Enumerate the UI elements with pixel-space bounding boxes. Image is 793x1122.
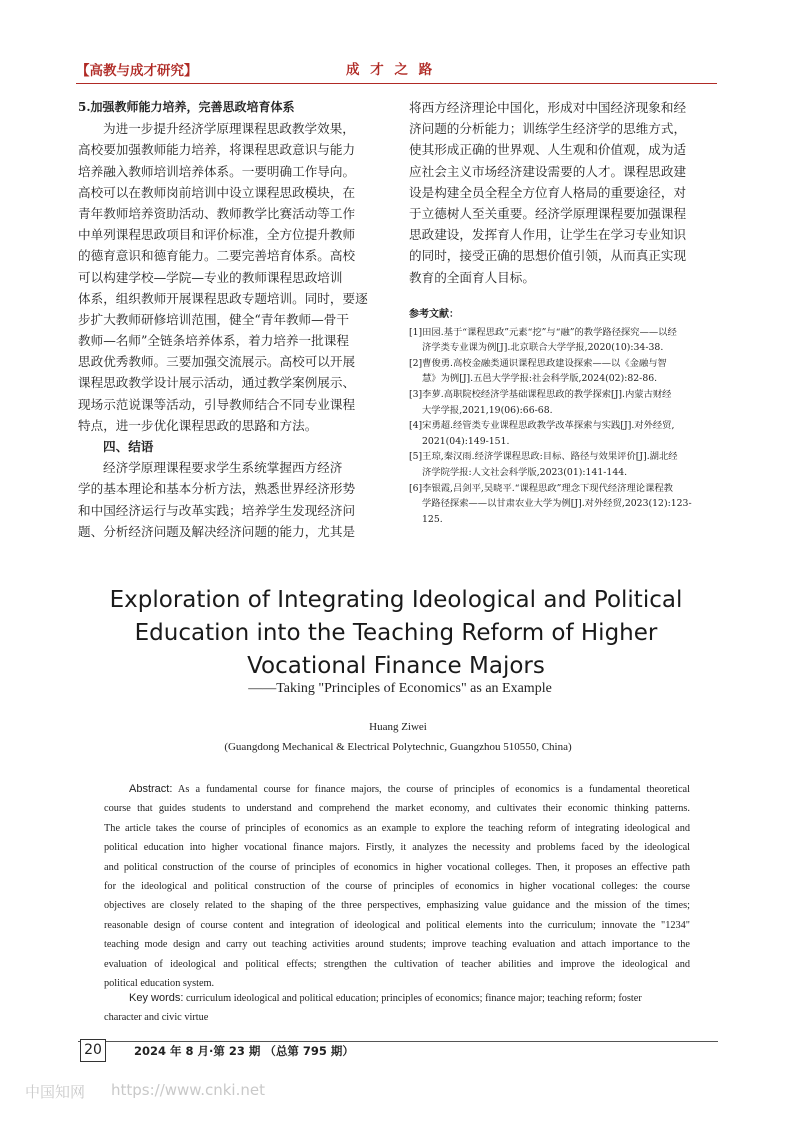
- body-text-line: 济问题的分析能力；训练学生经济学的思维方式，: [409, 121, 687, 137]
- abstract-line: for the ideological and political construction of the course of principles of economics in higher vocational colleges: the course: [104, 881, 690, 893]
- body-text-line: 高校要加强教师能力培养，将课程思政意识与能力: [78, 142, 356, 158]
- body-text-line: 现场示范说课等活动，引导教师结合不同专业课程: [78, 396, 356, 412]
- body-text-line: 体系，组织教师开展课程思政专题培训。同时，要逐: [78, 290, 368, 306]
- abstract-line: reasonable design of course content and integration of ideological and political elements into the curriculum; innovate the "1234": [104, 919, 690, 931]
- abstract-line: objectives are closely related to the shaping of the three perspectives, emphasizing value guidance and the mission of the times;: [104, 900, 690, 912]
- body-text-line: 教育的全面育人目标。: [409, 269, 535, 285]
- body-text-line: 和中国经济运行与改革实践；培养学生发现经济问: [78, 502, 356, 518]
- body-text-line: 步扩大教师研修培训范围，健全“青年教师—骨干: [78, 311, 349, 327]
- abstract-line: teaching mode design and carry out teaching activities around students; improve teaching evaluation and attach importance to the: [104, 939, 690, 951]
- reference-item: 济学院学报:人文社会科学版,2023(01):141-144.: [422, 466, 628, 478]
- english-title-line: Vocational Finance Majors: [247, 653, 545, 679]
- body-text-line: 青年教师培养资助活动、教师教学比赛活动等工作: [78, 205, 356, 221]
- reference-item: [1]田园.基于“课程思政”元素“挖”与“融”的教学路径探究——以经: [409, 326, 677, 338]
- reference-item: 2021(04):149-151.: [422, 435, 510, 447]
- right-text-column: [409, 97, 717, 288]
- body-text-line: 应社会主义市场经济建设需要的人才。课程思政建: [409, 163, 687, 179]
- references-heading: 参考文献：: [409, 309, 459, 320]
- body-text-line: 课程思政教学设计展示活动，通过教学案例展示、: [78, 375, 356, 391]
- footer-divider: [78, 1041, 718, 1042]
- cnki-watermark-url: https://www.cnki.net: [111, 1081, 265, 1099]
- body-text-line: 题、分析经济问题及解决经济问题的能力，尤其是: [78, 523, 356, 539]
- cnki-watermark-brand: 中国知网: [25, 1083, 86, 1101]
- abstract-line: evaluation of ideological and political effects; strengthen the cultivation of teacher abilities and improve the ideological and: [104, 958, 690, 970]
- abstract-line: The article takes the course of principles of economics as an example to explore the teaching reform of integrating ideological and: [104, 822, 690, 834]
- reference-item: [6]李银霞,吕剑平,吴晓平.“课程思政”理念下现代经济理论课程教: [409, 482, 673, 494]
- english-title-line: Education into the Teaching Reform of Higher: [134, 620, 658, 646]
- references-section: [409, 307, 719, 527]
- abstract-text: As a fundamental course for finance majors, the course of principles of economics is a fundamental theoretical: [177, 784, 690, 795]
- keywords-label: Key words:: [129, 992, 184, 1004]
- reference-item: 大学学报,2021,19(06):66-68.: [422, 404, 553, 416]
- body-text-line: 为进一步提升经济学原理课程思政教学效果，: [103, 121, 355, 137]
- abstract-line: political education system.: [104, 978, 215, 990]
- abstract-line: and political construction of the course of principles of economics in higher vocational colleges. Then, it proposes an effective path: [104, 861, 690, 873]
- keywords-text-line2: character and civic virtue: [104, 1012, 209, 1024]
- body-text-line: 将西方经济理论中国化，形成对中国经济现象和经: [409, 100, 687, 115]
- english-title: [96, 584, 696, 683]
- body-text-line: 特点，进一步优化课程思政的思路和方法。: [78, 417, 318, 433]
- english-subtitle: ——Taking "Principles of Economics" as an Example: [248, 681, 552, 696]
- reference-item: [5]王琼,秦汉雨.经济学课程思政:目标、路径与效果评价[J].湖北经: [409, 451, 678, 463]
- reference-item: [3]李萝.高职院校经济学基础课程思政的教学探索[J].内蒙古财经: [409, 388, 672, 400]
- journal-section-tag: 【高教与成才研究】: [76, 63, 198, 79]
- journal-column-name: 成 才 之 路: [346, 62, 436, 78]
- body-text-line: 于立德树人至关重要。经济学原理课程要加强课程: [409, 205, 687, 221]
- section-heading: 四、结语: [103, 439, 154, 454]
- subsection-heading: 5.加强教师能力培养，完善思政培育体系: [78, 100, 295, 114]
- english-title-line: Exploration of Integrating Ideological and Political: [109, 587, 683, 613]
- body-text-line: 培养融入教师培训培养体系。一要明确工作导向。: [78, 163, 356, 179]
- header-divider: [76, 83, 717, 84]
- author-affiliation: (Guangdong Mechanical & Electrical Polytechnic, Guangzhou 510550, China): [224, 741, 572, 753]
- body-text-line: 学的基本理论和基本分析方法，熟悉世界经济形势: [78, 481, 356, 497]
- body-text-line: 思政建设，发挥育人作用，让学生在学习专业知识: [409, 227, 687, 243]
- english-keywords: [104, 989, 690, 1028]
- body-text-line: 中单列课程思政项目和评价标准，全方位提升教师: [78, 227, 356, 243]
- reference-item: 慧》为例[J].五邑大学学报:社会科学版,2024(02):82-86.: [422, 373, 658, 385]
- body-text-line: 思政优秀教师。三要加强交流展示。高校可以开展: [78, 354, 356, 370]
- author-name: Huang Ziwei: [369, 721, 427, 733]
- body-text-line: 可以构建学校—学院—专业的教师课程思政培训: [78, 269, 343, 285]
- body-text-line: 教师—名师”全链条培养体系，着力培养一批课程: [78, 333, 349, 349]
- abstract-line: political education into higher vocational finance majors. Firstly, it analyzes the necessity and problems faced by the ideological: [104, 842, 690, 854]
- body-text-line: 经济学原理课程要求学生系统掌握西方经济: [103, 460, 343, 476]
- page-number: 20: [80, 1039, 106, 1062]
- reference-item: [2]曹俊勇.高校金融类通识课程思政建设探索——以《金融与智: [409, 357, 667, 369]
- abstract-line: [104, 780, 690, 799]
- keywords-text-line1: curriculum ideological and political education; principles of economics; finance major; teaching reform; foster: [186, 993, 642, 1004]
- reference-item: 学路径探索——以甘肃农业大学为例[J].对外经贸,2023(12):123-: [422, 498, 692, 510]
- reference-item: 125.: [422, 513, 443, 525]
- body-text-line: 的同时，接受正确的思想价值引领，从而真正实现: [409, 248, 687, 264]
- abstract-label: Abstract:: [129, 783, 173, 795]
- reference-item: [4]宋勇超.经管类专业课程思政教学改革探索与实践[J].对外经贸,: [409, 420, 675, 432]
- body-text-line: 使其形成正确的世界观、人生观和价值观，成为适: [409, 142, 687, 158]
- reference-item: 济学类专业课为例[J].北京联合大学学报,2020(10):34-38.: [422, 342, 664, 354]
- body-text-line: 的德育意识和德育能力。二要完善培育体系。高校: [78, 248, 356, 264]
- english-abstract: [104, 780, 690, 993]
- body-text-line: 高校可以在教师岗前培训中设立课程思政模块，在: [78, 184, 356, 200]
- left-text-column: [78, 97, 384, 542]
- body-text-line: 设是构建全员全程全方位育人格局的重要途径，对: [409, 184, 687, 200]
- abstract-line: course that guides students to understand and comprehend the market economy, and cultivates their economic thinking patterns.: [104, 803, 690, 815]
- issue-info: 2024 年 8 月·第 23 期 （总第 795 期）: [134, 1044, 354, 1058]
